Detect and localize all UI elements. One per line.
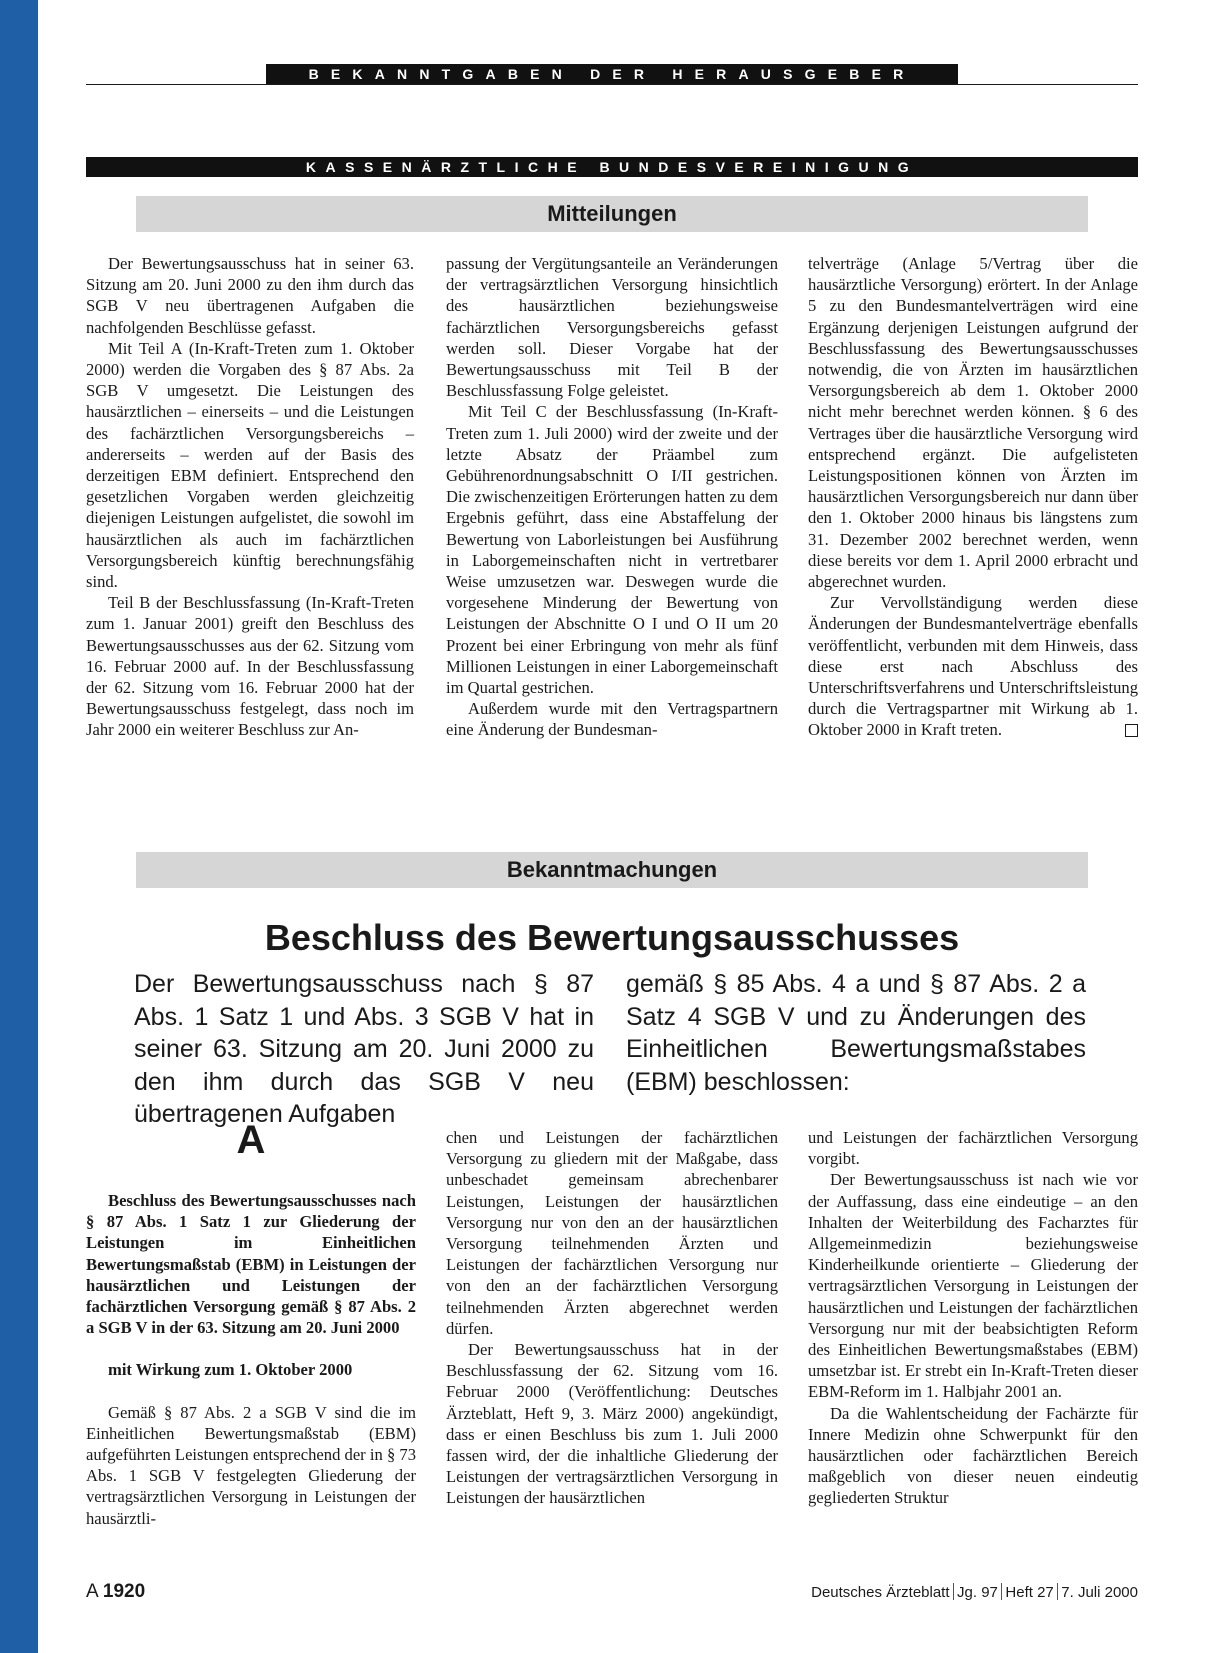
paragraph: Der Bewertungsausschuss ist nach wie vor der Auffassung, dass eine eindeutige – an den Inhalten der Weiterbildung des Facharztes für Allgemeinmedizin beziehungsweise Kinderheilkunde orientierte – Gliederung der vertragsärztlichen Versorgung in Leistungen der hausärztlichen und Leistungen der fachärztlichen Versorgung nur mit der beabsichtigten Reform des Einheitlichen Bewertungsmaßstabes (EBM) umsetzbar ist. Er strebt ein In-Kraft-Treten dieser EBM-Reform im 1. Halbjahr 2001 an. [808, 1170, 1138, 1402]
end-of-article-icon [1125, 724, 1138, 737]
paragraph: Da die Wahlentscheidung der Fachärzte für Innere Medizin ohne Schwerpunkt für den hausärztlichen oder fachärztlichen Bereich maßgeblich von dieser neuen eindeutig gegliederten Struktur [808, 1403, 1138, 1508]
paragraph: passung der Vergütungsanteile an Veränderungen der vertragsärztlichen Versorgung hinsichtlich des hausärztlichen beziehungsweise fachärztlichen Versorgungsbereichs gefasst werden soll. Dieser Vorgabe hat der Bewertungsausschuss mit Teil B der Beschlussfassung Folge geleistet. [446, 254, 778, 401]
paragraph: Mit Teil C der Beschlussfassung (In-Kraft-Treten zum 1. Juli 2000) wird der zweite und der letzte Absatz der Präambel zum Gebührenordnungsabschnitt O I/II gestrichen. Die zwischenzeitigen Erörterungen hatten zu dem Ergebnis geführt, dass eine Abstaffelung der Bewertung von Laborleistungen bei Ausführung in Laborgemeinschaften nicht in vertretbarer Weise umzusetzen war. Deswegen wurde die vorgesehene Minderung der Bewertung von Leistungen der Abschnitte O I und O II um 20 Prozent bei einer Erbringung von mehr als fünf Millionen Leistungen in einer Laborgemeinschaft im Quartal gestrichen. [446, 402, 778, 698]
beschluss-column-3 [808, 1127, 1138, 1509]
effective-date: mit Wirkung zum 1. Oktober 2000 [108, 1360, 353, 1380]
section-title-mitteilungen: Mitteilungen [136, 196, 1088, 232]
paragraph: Der Bewertungsausschuss hat in der Beschlussfassung der 62. Sitzung vom 16. Februar 2000 (Veröffentlichung: Deutsches Ärzteblatt, Heft 9, 3. März 2000) angekündigt, dass er einen Beschluss bis zum 1. Juli 2000 fassen wird, der die inhaltliche Gliederung der Leistungen der vertragsärztlichen Versorgung in Leistungen der hausärztlichen [446, 1340, 778, 1508]
section-title-bekanntmachungen: Bekanntmachungen [136, 852, 1088, 888]
separator [1057, 1583, 1059, 1600]
mitteilungen-column-2 [446, 253, 778, 741]
resolution-heading: Beschluss des Bewertungsausschusses nach § 87 Abs. 1 Satz 1 zur Gliederung der Leistungen im Einheitlichen Bewertungsmaßstab (EBM) in Leistungen der hausärztlichen und Leistungen der fachärztlichen Versorgung gemäß § 87 Abs. 2 a SGB V in der 63. Sitzung am 20. Juni 2000 [86, 1191, 416, 1338]
mitteilungen-column-1 [86, 253, 414, 741]
paragraph: chen und Leistungen der fachärztlichen Versorgung zu gliedern mit der Maßgabe, dass unbeschadet gemeinsam abrechenbarer Leistungen, Leistungen der hausärztlichen Versorgung nur von den an der hausärztlichen Versorgung teilnehmenden Ärzten und Leistungen der fachärztlichen Versorgung nur von den an der fachärztlichen Versorgung teilnehmenden Ärzten abgerechnet werden dürfen. [446, 1128, 778, 1338]
paragraph-end [808, 592, 1138, 740]
journal-volume: Jg. 97 [957, 1584, 998, 1601]
paragraph: und Leistungen der fachärztlichen Versorgung vorgibt. [808, 1128, 1138, 1169]
paragraph: Mit Teil A (In-Kraft-Treten zum 1. Oktober 2000) werden die Vorgaben des § 87 Abs. 2a SGB V umgesetzt. Die Leistungen des hausärztlichen – einerseits – und die Leistungen des fachärztlichen Versorgungsbereichs – andererseits – werden auf der Basis des derzeitigen EBM definiert. Entsprechend den gesetzlichen Vorgaben werden gleichzeitig diejenigen Leistungen aufgelistet, die sowohl im hausärztlichen als auch im fachärztlichen Versorgungsbereich künftig berechnungsfähig sind. [86, 338, 414, 592]
paragraph: Gemäß § 87 Abs. 2 a SGB V sind die im Einheitlichen Bewertungsmaßstab (EBM) aufgeführten Leistungen entsprechend der in § 73 Abs. 1 SGB V festgelegten Gliederung der vertragsärztlichen Versorgung in Leistungen der hausärztli- [86, 1402, 416, 1528]
separator [953, 1583, 955, 1600]
page-number [86, 1580, 145, 1604]
article-title: Beschluss des Bewertungsausschusses [264, 917, 960, 958]
header-rule [86, 84, 1138, 85]
separator [1001, 1583, 1003, 1600]
paragraph: Teil B der Beschlussfassung (In-Kraft-Treten zum 1. Januar 2001) greift den Beschluss des Bewertungsausschusses aus der 62. Sitzung vom 16. Februar 2000 auf. In der Beschlussfassung der 62. Sitzung vom 16. Februar 2000 hat der Bewertungsausschuss festgelegt, dass noch im Jahr 2000 ein weiterer Beschluss zur An- [86, 593, 414, 740]
paragraph: Außerdem wurde mit den Vertragspartnern eine Änderung der Bundesman- [446, 699, 778, 740]
mitteilungen-column-3 [808, 253, 1138, 741]
journal-date: 7. Juli 2000 [1061, 1584, 1138, 1601]
journal-issue: Heft 27 [1005, 1584, 1054, 1601]
paragraph: Der Bewertungsausschuss hat in seiner 63. Sitzung am 20. Juni 2000 zu den ihm durch das SGB V neu übertragenen Aufgaben die nachfolgenden Beschlüsse gefasst. [86, 254, 414, 337]
page-number-value: 1920 [102, 1581, 146, 1602]
side-color-stripe [0, 0, 38, 1653]
organization-banner: KASSENÄRZTLICHE BUNDESVEREINIGUNG [86, 157, 1138, 177]
paragraph: Zur Vervollständigung werden diese Änderungen der Bundesmantelverträge ebenfalls veröffentlicht, verbunden mit dem Hinweis, dass diese erst nach Abschluss des Unterschriftsverfahrens und Unterschriftsleistung durch die Vertragspartner mit Wirkung ab 1. Oktober 2000 in Kraft treten. [808, 593, 1138, 740]
publisher-banner: BEKANNTGABEN DER HERAUSGEBER [266, 64, 958, 84]
paragraph: telverträge (Anlage 5/Vertrag über die hausärztliche Versorgung) erörtert. In der Anlage 5 zu den Bundesmantelverträgen wird eine Ergänzung derjenigen Leistungen aufgrund der Beschlussfassung des Bewertungsausschusses notwendig, die von Ärzten im hausärztlichen Versorgungsbereich ab dem 1. Oktober 2000 nicht mehr berechnet werden können. § 6 des Vertrages über die hausärztliche Versorgung wird entsprechend ergänzt. Die aufgelisteten Leistungspositionen können von Ärzten im hausärztlichen Versorgungsbereich nur dann über den 1. Oktober 2000 hinaus bis längstens zum 31. Dezember 2002 berechnet werden, wenn diese bereits vor dem 1. April 2000 erbracht und abgerechnet wurden. [808, 254, 1138, 592]
journal-name: Deutsches Ärzteblatt [811, 1584, 950, 1601]
lead-text-left: Der Bewertungsausschuss nach § 87 Abs. 1 Satz 1 und Abs. 3 SGB V hat in seiner 63. Sitzung am 20. Juni 2000 zu den ihm durch das SGB V neu übertragenen Aufgaben [134, 970, 594, 1128]
beschluss-column-1 [86, 1190, 416, 1529]
part-letter: A [236, 1118, 266, 1162]
lead-text-right: gemäß § 85 Abs. 4 a und § 87 Abs. 2 a Satz 4 SGB V und zu Änderungen des Einheitlichen Bewertungsmaßstabes (EBM) beschlossen: [626, 970, 1086, 1096]
page-prefix: A [86, 1581, 98, 1602]
journal-info [811, 1583, 1138, 1603]
beschluss-column-2 [446, 1127, 778, 1509]
